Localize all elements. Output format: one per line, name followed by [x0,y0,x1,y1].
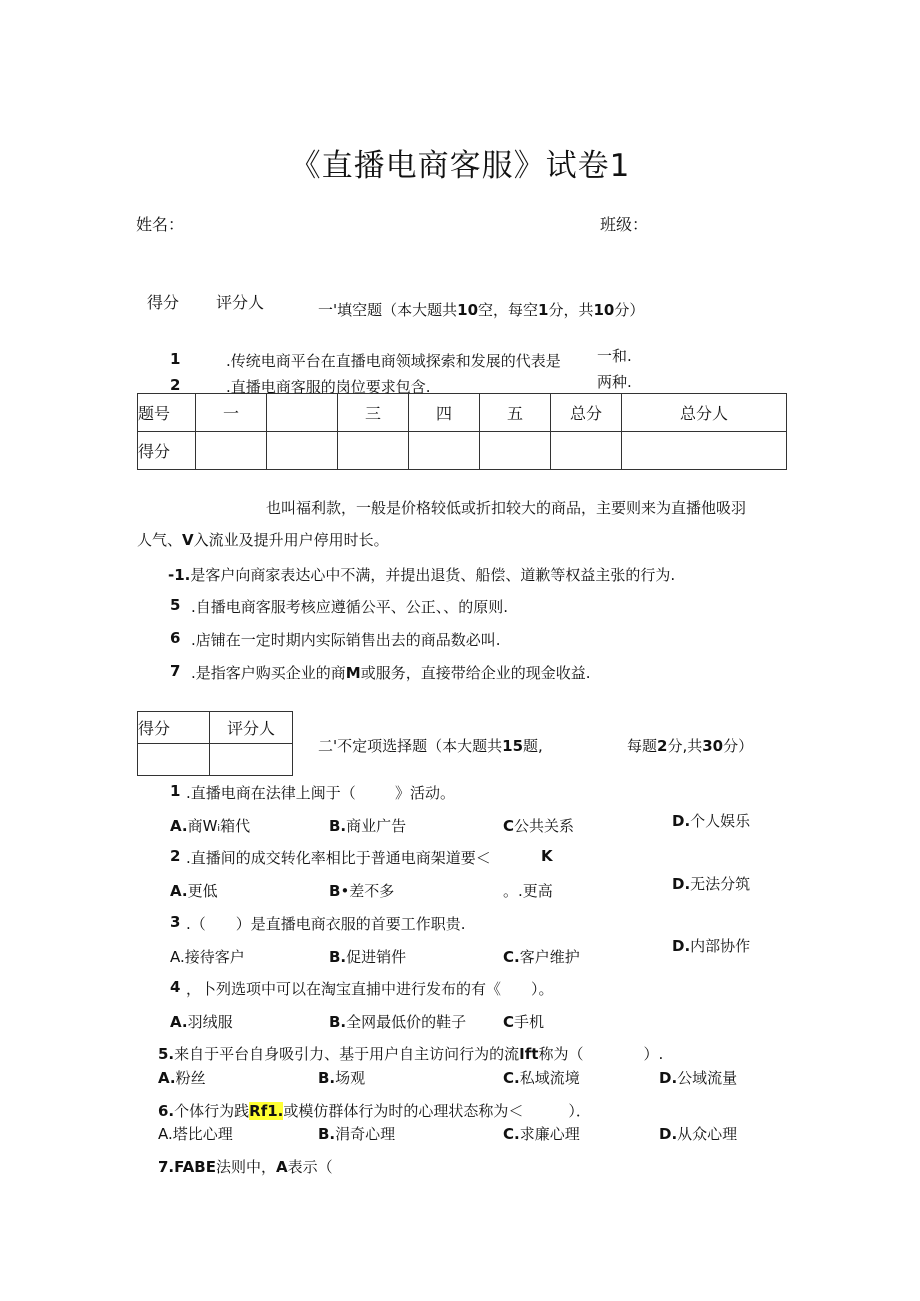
section2-heading [318,735,543,756]
choice-q3-option-a[interactable]: A.接待客户 [170,948,245,966]
class-label: 班级： [600,215,649,234]
choice-q6-option-c[interactable] [503,1123,580,1144]
choice-q1-option-c[interactable] [503,815,574,836]
option-text: 更低 [187,882,218,900]
option-letter: C. [503,948,520,966]
score-cell[interactable] [267,432,338,470]
choice-q5-text-end: 称为（ ）. [538,1045,664,1063]
option-letter: C [503,817,515,835]
option-letter: B. [318,1069,336,1087]
fill-q4 [168,564,675,585]
score-table-header [267,394,338,432]
fill-q7-text-a: .是指客户购买企业的商 [191,664,346,682]
score-cell[interactable] [622,432,787,470]
choice-q5-text [158,1043,663,1064]
section1-score-label: 得分 [147,293,180,312]
score-cell[interactable] [196,432,267,470]
option-letter: D. [659,1125,678,1143]
section2-heading-right-c: 分,共 [667,737,703,755]
choice-q1-option-b[interactable] [329,815,406,836]
choice-q6-option-b[interactable] [318,1123,395,1144]
choice-q3-option-b[interactable] [329,946,406,967]
choice-q1-option-d[interactable] [672,810,750,831]
score-table-header: 一 [196,394,267,432]
choice-q3-number: 3 [170,913,181,931]
section1-heading-text: 填空题（本大题共 [337,301,458,319]
option-text: 商业广告 [346,817,407,835]
section1-heading-mid: 空，每空 [478,301,539,319]
option-text: 场观 [335,1069,366,1087]
fill-q2-text: .直播电商客服的岗位要求包含. [226,378,431,396]
section2-score-label: 得分 [138,712,210,744]
fill-q6-number: 6 [170,629,181,647]
option-text: 求廉心理 [519,1125,580,1143]
choice-q5-option-c[interactable] [503,1067,580,1088]
option-text: 公共关系 [514,817,575,835]
option-letter: D. [659,1069,678,1087]
choice-q6-text [158,1100,591,1121]
option-letter: A. [158,1069,176,1087]
choice-q7-text [158,1156,333,1177]
fill-q1-text: .传统电商平台在直播电商领域探索和发展的代表是 [226,352,561,370]
choice-q6-option-a[interactable]: A.塔比心理 [158,1125,233,1143]
choice-q3-text: .（ ）是直播电商衣服的首要工作职贵. [186,915,466,933]
choice-q2-number: 2 [170,847,181,865]
section1-heading-mid2: 分，共 [548,301,594,319]
option-text: 个人娱乐 [690,812,751,830]
section1-heading-per: 1 [538,301,549,319]
choice-q7-lead: FABE [174,1158,216,1176]
choice-q4-option-a[interactable] [170,1011,233,1032]
score-cell[interactable] [338,432,409,470]
section2-heading-text: 不定项选择题（本大题共 [337,737,503,755]
section1-heading [318,299,644,320]
fill-q2-tail: 两种. [597,373,632,391]
choice-q6-number: 6. [158,1102,175,1120]
choice-q5-option-a[interactable] [158,1067,206,1088]
section1-heading-count: 10 [457,301,479,319]
option-letter: B. [329,817,347,835]
choice-q4-option-c[interactable] [503,1011,544,1032]
fill-q7-text-end: 或服务，直接带给企业的现金收益. [360,664,591,682]
choice-q7-text-a: 法则中， [215,1158,276,1176]
fill-q5-text: .自播电商客服考核应遵循公平、公正、、的原则. [191,598,509,616]
section2-score-box [137,711,293,776]
fill-q7-number: 7 [170,662,181,680]
page-title: 《直播电商客服》试卷1 [289,148,631,184]
section2-grader-label: 评分人 [210,712,293,744]
section1-heading-prefix: 一' [318,301,338,319]
option-letter: C. [503,1069,520,1087]
fill-q3-line2-c: 入流业及提升用户停用时长。 [193,531,389,549]
choice-q7-a-bold: A [275,1158,288,1176]
choice-q5-option-d[interactable] [659,1067,737,1088]
option-letter: C [503,1013,515,1031]
option-text: 羽绒服 [187,1013,233,1031]
option-text: 公域流量 [677,1069,738,1087]
option-text: 无法分筑 [690,875,751,893]
choice-q2-option-c[interactable]: 。.更高 [503,882,553,900]
option-letter: A. [170,882,188,900]
choice-q1-text: .直播电商在法律上闽于（ [186,784,356,802]
option-text: 手机 [514,1013,545,1031]
option-text: 促进销件 [346,948,407,966]
score-table-header: 五 [480,394,551,432]
option-letter: B [329,882,341,900]
section2-heading-prefix: 二' [318,737,338,755]
option-text: 全网最低价的鞋子 [346,1013,467,1031]
choice-q5-option-b[interactable] [318,1067,365,1088]
fill-q6-text: .店铺在一定时期内实际销售出去的商品数必叫. [191,631,501,649]
option-letter: B. [318,1125,336,1143]
choice-q4-text: ，卜列选项中可以在淘宝直捕中进行发布的有《 ）。 [186,980,554,998]
fill-q3-line1: 也叫福利款，一般是价格较低或折扣较大的商品，主要则来为直播他吸羽 [266,499,747,517]
highlighted-text: Rf1. [249,1102,284,1120]
option-letter: C. [503,1125,520,1143]
section2-heading-right-d: 30 [702,737,724,755]
fill-q3-line2-b: V [182,531,194,549]
fill-q7-text-mid: M [345,664,361,682]
score-cell[interactable] [409,432,480,470]
score-table-header: 总分 [551,394,622,432]
choice-q5-number: 5. [158,1045,175,1063]
score-table-header: 四 [409,394,480,432]
choice-q4-option-b[interactable] [329,1011,466,1032]
fill-q1-number: 1 [170,350,181,368]
choice-q5-text-mid: Ift [519,1045,539,1063]
choice-q4-number: 4 [170,978,181,996]
choice-q6-text-a: 个体行为践 [174,1102,250,1120]
score-table-row-label: 得分 [138,432,196,470]
choice-q3-option-d[interactable] [672,935,750,956]
choice-q2-option-b[interactable] [329,880,394,901]
fill-q4-text: 是客户向商家表达心中不满，并提出退货、船偿、道歉等权益主张的行为. [190,566,676,584]
choice-q1-number: 1 [170,782,181,800]
choice-q5-text-a: 来自于平台自身吸引力、基于用户自主访问行为的流 [174,1045,520,1063]
option-letter: A. [170,817,188,835]
fill-q5-number: 5 [170,596,181,614]
option-letter: D. [672,937,691,955]
choice-q7-number: 7. [158,1158,175,1176]
choice-q6-text-end: 或模仿群体行为时的心理状态称为＜ ）． [283,1102,591,1120]
choice-q1-text-end: 》活动。 [395,784,456,802]
option-text: •差不多 [340,882,395,900]
score-cell[interactable] [551,432,622,470]
choice-q3-option-c[interactable] [503,946,580,967]
section2-grader-cell[interactable] [210,744,293,776]
option-letter: D. [672,875,691,893]
option-text: 商Wᵢ箱代 [187,817,251,835]
score-table-header: 总分人 [622,394,787,432]
section2-score-cell[interactable] [138,744,210,776]
score-cell[interactable] [480,432,551,470]
option-letter: B. [329,1013,347,1031]
section1-heading-end: 分） [614,301,645,319]
section1-heading-total: 10 [593,301,615,319]
option-letter: A. [170,1013,188,1031]
fill-q3-line2 [137,529,389,550]
section2-heading-count: 15 [502,737,524,755]
choice-q1-option-a[interactable] [170,815,250,836]
section2-heading-right-e: 分） [723,737,754,755]
choice-q2-option-d[interactable] [672,873,750,894]
option-text: 涓奇心理 [335,1125,396,1143]
choice-q6-option-d[interactable] [659,1123,737,1144]
fill-q3-line2-a: 人气、 [137,531,183,549]
name-label: 姓名： [136,215,185,234]
section2-heading-right [627,735,753,756]
option-text: 从众心理 [677,1125,738,1143]
choice-q2-option-a[interactable] [170,880,218,901]
section2-heading-right-b: 2 [657,737,668,755]
score-table-header: 三 [338,394,409,432]
fill-q1-tail: 一和. [597,347,632,365]
section1-grader-label: 评分人 [216,293,265,312]
score-table [137,393,787,470]
score-table-header: 题号 [138,394,196,432]
choice-q7-text-end: 表示（ [287,1158,333,1176]
option-text: 私域流境 [519,1069,580,1087]
option-text: 内部协作 [690,937,751,955]
section2-heading-mid: 题, [523,737,543,755]
option-text: 粉丝 [175,1069,206,1087]
option-letter: B. [329,948,347,966]
option-text: 客户维护 [519,948,580,966]
fill-q7-text [191,662,591,683]
choice-q2-text-end: K [541,847,553,865]
section2-heading-right-a: 每题 [627,737,658,755]
option-letter: D. [672,812,691,830]
fill-q4-prefix: -1. [168,566,191,584]
fill-q2-number: 2 [170,376,181,394]
choice-q2-text: .直播间的成交转化率相比于普通电商架道要＜ [186,849,491,867]
